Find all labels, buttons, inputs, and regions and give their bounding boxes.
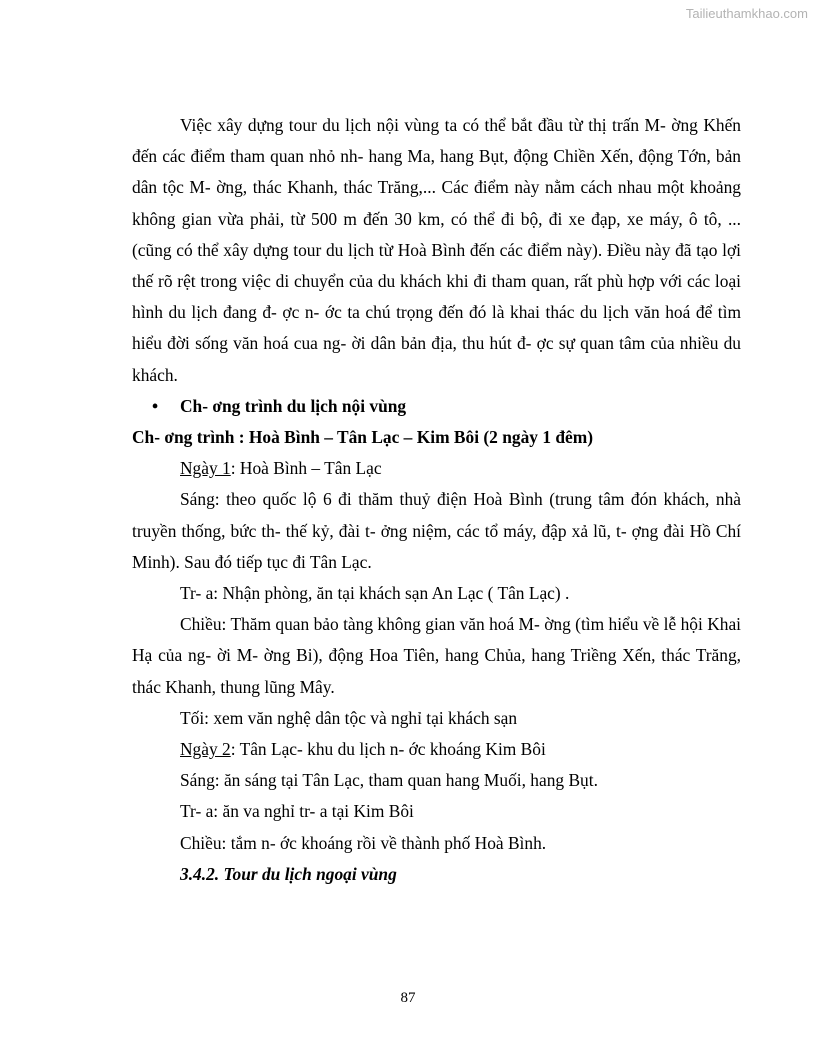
section-heading: 3.4.2. Tour du lịch ngoại vùng — [180, 863, 397, 884]
day2-noon: Tr- a: ăn va nghỉ tr- a tại Kim Bôi — [180, 801, 414, 822]
bullet-icon: • — [152, 395, 159, 416]
day1-title: : Hoà Bình – Tân Lạc — [230, 458, 382, 479]
day1-evening: Tối: xem văn nghệ dân tộc và nghỉ tại khách sạn — [180, 707, 518, 728]
day1-morning: Sáng: theo quốc lộ 6 đi thăm thuỷ điện Hoà Bình (trung tâm đón khách, nhà truyền thống, bức th- thế kỷ, đài t- ởng niệm, các tổ máy, đập xả lũ, t- ợng đài Hồ Chí Minh). Sau đó tiếp tục đi Tân Lạc. — [132, 489, 741, 572]
page-number: 87 — [400, 990, 416, 1006]
program-title: Ch- ơng trình : Hoà Bình – Tân Lạc – Kim Bôi (2 ngày 1 đêm) — [132, 427, 594, 448]
bullet-heading-row — [132, 391, 741, 422]
day1-noon: Tr- a: Nhận phòng, ăn tại khách sạn An Lạc ( Tân Lạc) . — [180, 583, 570, 604]
day1-label: Ngày 1 — [180, 458, 231, 479]
day2-label: Ngày 2 — [180, 739, 231, 760]
document-body — [132, 110, 741, 890]
day2-title: : Tân Lạc- khu du lịch n- ớc khoáng Kim Bôi — [230, 739, 546, 760]
day2-heading — [132, 734, 741, 765]
day2-morning: Sáng: ăn sáng tại Tân Lạc, tham quan hang Muối, hang Bụt. — [180, 770, 598, 791]
bullet-heading: Ch- ơng trình du lịch nội vùng — [180, 395, 407, 416]
watermark: Tailieuthamkhao.com — [685, 6, 808, 21]
intro-paragraph: Việc xây dựng tour du lịch nội vùng ta có thể bắt đầu từ thị trấn M- ờng Khến đến các điểm tham quan nhỏ nh- hang Ma, hang Bụt, động Chiền Xến, động Tớn, bản dân tộc M- ờng, thác Khanh, thác Trăng,... Các điểm này nằm cách nhau một khoảng không gian vừa phải, từ 500 m đến 30 km, có thể đi bộ, đi xe đạp, xe máy, ô tô, ... (cũng có thể xây dựng tour du lịch từ Hoà Bình đến các điểm này). Điều này đã tạo lợi thế rõ rệt trong việc di chuyển của du khách khi đi tham quan, rất phù hợp với các loại hình du lịch đang đ- ợc n- ớc ta chú trọng đến đó là khai thác du lịch văn hoá để tìm hiểu đời sống văn hoá cua ng- ời dân bản địa, thu hút đ- ợc sự quan tâm của nhiều du khách. — [132, 115, 741, 385]
day2-afternoon: Chiều: tắm n- ớc khoáng rồi về thành phố Hoà Bình. — [180, 832, 547, 853]
day1-afternoon: Chiều: Thăm quan bảo tàng không gian văn hoá M- ờng (tìm hiểu về lễ hội Khai Hạ của ng- ời M- ờng Bi), động Hoa Tiên, hang Chủa, hang Triềng Xến, thác Trăng, thác Khanh, thung lũng Mây. — [132, 614, 741, 697]
day1-heading — [132, 453, 741, 484]
